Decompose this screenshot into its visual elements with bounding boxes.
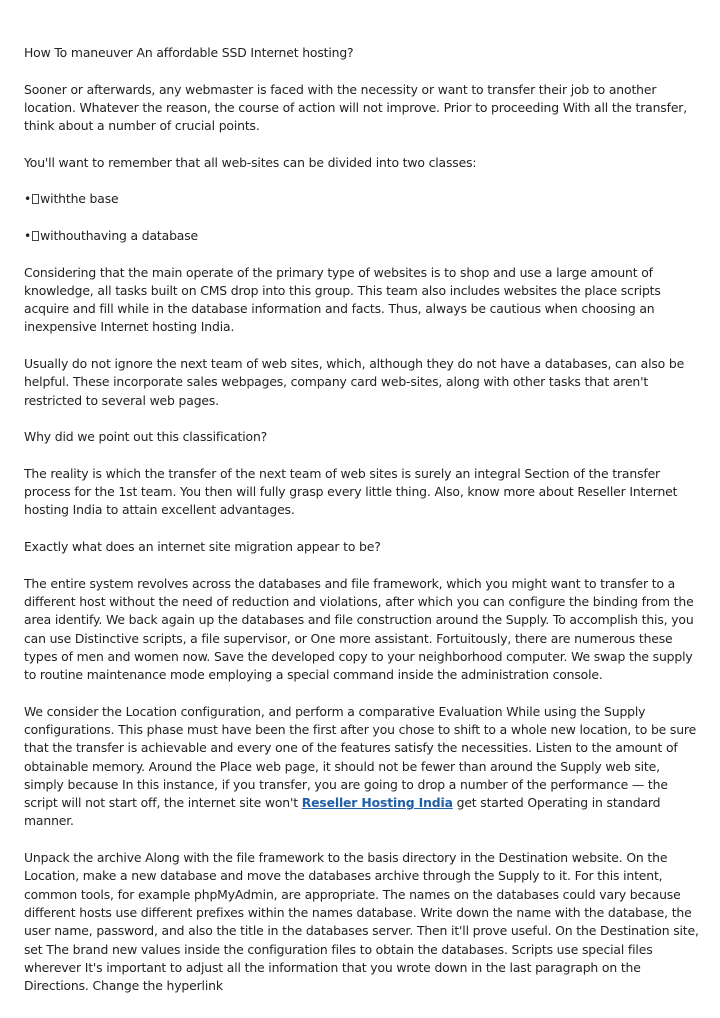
reseller-hosting-india-link[interactable]: Reseller Hosting India [301,795,453,811]
reality-paragraph: The reality is which the transfer of the next team of web sites is surely an integral Section of the transfer process for the 1st team. You then will fully grasp every little thing. Also, know more about Reseller Internet hosting India to attain excellent advantages. [24,465,678,518]
classes-paragraph: You'll want to remember that all web-sites can be divided into two classes: [24,154,477,170]
title-question: How To maneuver An affordable SSD Internet hosting? [24,45,354,60]
missing-glyph-icon [32,194,39,204]
intro-paragraph: Sooner or afterwards, any webmaster is faced with the necessity or want to transfer their job to another location. Whatever the reason, the course of action will not improve. Prior to proceeding With all the transfer, think about a number of crucial points. [24,81,688,134]
bullet-item-text: the base [65,191,119,207]
bullet-item-text: having a database [85,227,199,243]
classification-question: Why did we point out this classification? [24,429,268,445]
missing-glyph-icon [32,231,39,241]
bullet-item-with-base: • withthe base [24,191,119,207]
unpack-paragraph: Unpack the archive Along with the file framework to the basis directory in the Destination website. On the Location, make a new database and move the databases archive through the Supply to it. For this intent, common tools, for example phpMyAdmin, are appropriate. The names on the databases could vary because different hosts use different prefixes within the names database. Write down the name with the database, the user name, password, and also the title in the databases server. Then it'll prove useful. On the Destination site, set The brand new values inside the configuration files to obtain the databases. Scripts use special files wherever It's important to adjust all the information that you wrote down in the last paragraph on the Directions. Change the hyperlink [24,850,699,994]
configuration-text-after: get started Operating in standard manner. [24,795,661,829]
migration-question: Exactly what does an internet site migration appear to be? [24,539,381,555]
bullet-item-without-database: • withouthaving a database [24,227,199,243]
system-paragraph: The entire system revolves across the databases and file framework, which you might want to transfer to a different host without the need of reduction and violations, after which you can configure the binding from the area identify. We back again up the databases and file construction around the Supply. To accomplish this, you can use Distinctive scripts, a file supervisor, or One more assistant. Fortuitously, there are numerous these types of men and women now. Save the developed copy to your neighborhood computer. We swap the supply to routine maintenance mode employing a special command inside the administration console. [24,575,694,683]
configuration-text-before: We consider the Location configuration, and perform a comparative Evaluation While using the Supply configurations. This phase must have been the first after you chose to shift to a whole new location, to be sure that the transfer is achievable and every one of the features satisfy the necessities. Listen to the amount of obtainable memory. Around the Place web page, it should not be fewer than around the Supply web site, simply because In this instance, if you transfer, you are going to drop a number of the performance — the script will not start off, the internet site won't [24,703,697,811]
cms-paragraph: Considering that the main operate of the primary type of websites is to shop and use a large amount of knowledge, all tasks built on CMS drop into this group. This team also includes websites the place scripts acquire and fill while in the database information and facts. Thus, always be cautious when choosing an inexpensive Internet hosting India. [24,264,661,335]
configuration-paragraph [24,703,700,831]
bullet-item-word: without [40,227,86,243]
second-team-paragraph: Usually do not ignore the next team of web sites, which, although they do not have a databases, can also be helpful. These incorporate sales webpages, company card web-sites, along with other tasks that aren't restricted to several web pages. [24,356,685,408]
bullet-item-word: with [40,191,66,207]
